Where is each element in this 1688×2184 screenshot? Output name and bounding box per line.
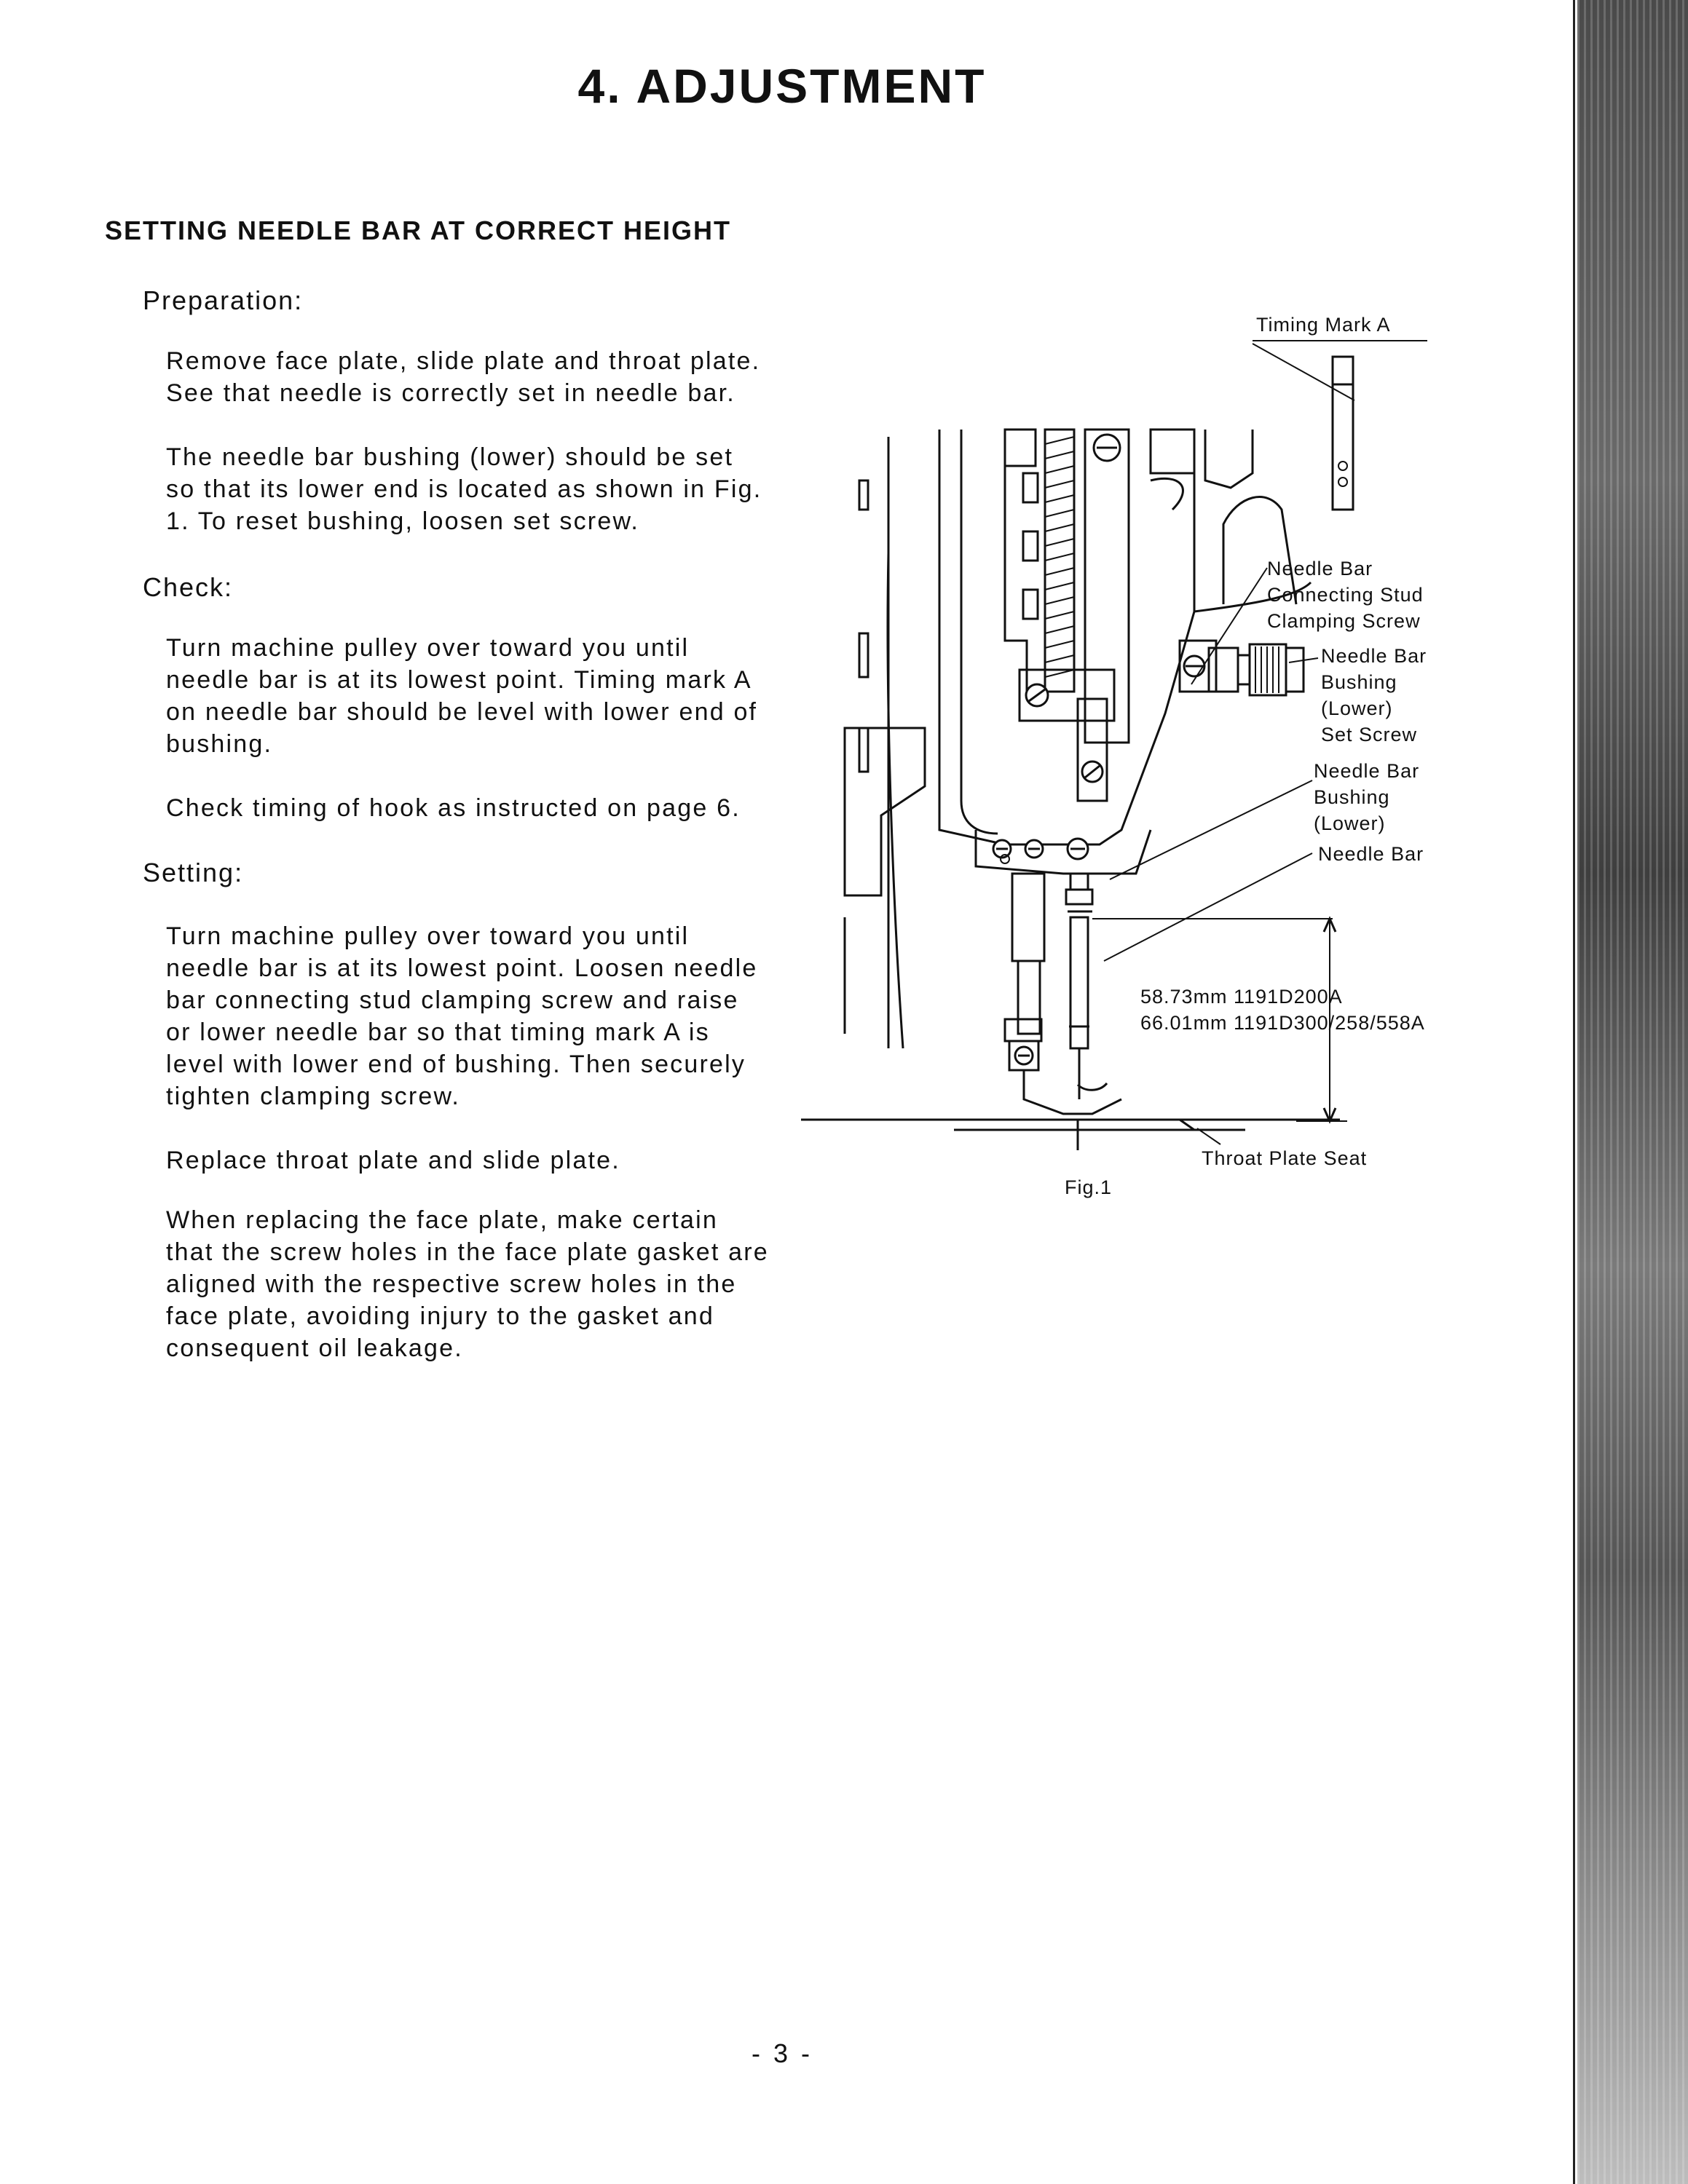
label-timing-mark-a: Timing Mark A [1256, 314, 1391, 336]
label-throat-plate-seat: Throat Plate Seat [1202, 1147, 1368, 1169]
machine-head-drawing [801, 430, 1340, 1150]
check-label: Check: [143, 572, 234, 602]
preparation-paragraph-2: The needle bar bushing (lower) should be set so that its lower end is located as shown in Fig. 1. To reset bushing, loosen set screw. [166, 443, 762, 535]
preparation-paragraph-1: Remove face plate, slide plate and throat plate. See that needle is correctly set in needle bar. [166, 347, 761, 407]
page-title: 4. ADJUSTMENT [577, 59, 987, 113]
timing-mark-inset [1253, 341, 1427, 510]
label-needle-bar: Needle Bar [1318, 843, 1424, 865]
setting-paragraph-1: Turn machine pulley over toward you until needle bar is at its lowest point. Loosen needle bar connecting stud clamping screw and raise or lower needle bar so that timing mark A is level with lower end of bushing. Then securely tighten clamping screw. [166, 922, 758, 1110]
scan-edge-shadow [1577, 0, 1688, 2184]
figure-caption: Fig.1 [1065, 1176, 1113, 1198]
setting-paragraph-3: When replacing the face plate, make certain that the screw holes in the face plate gasket are aligned with the respective screw holes in the face plate, avoiding injury to the gasket and consequent oil leakage. [166, 1206, 769, 1362]
needle-bar-height-figure [786, 291, 1456, 1223]
label-clamping-screw: Needle Bar Connecting Stud Clamping Screw [1267, 558, 1424, 632]
check-paragraph-1: Turn machine pulley over toward you until needle bar is at its lowest point. Timing mark A on needle bar should be level with lower end of bushing. [166, 634, 758, 758]
page-edge-line [1573, 0, 1575, 2184]
setting-label: Setting: [143, 858, 244, 887]
label-bushing-set-screw: Needle Bar Bushing (Lower) Set Screw [1321, 645, 1427, 745]
preparation-label: Preparation: [143, 285, 304, 315]
label-bushing-lower: Needle Bar Bushing (Lower) [1314, 760, 1420, 834]
check-paragraph-2: Check timing of hook as instructed on page 6. [166, 794, 741, 822]
page-number: - 3 - [751, 2038, 813, 2068]
setting-paragraph-2: Replace throat plate and slide plate. [166, 1147, 620, 1174]
section-heading: SETTING NEEDLE BAR AT CORRECT HEIGHT [105, 215, 732, 245]
dimension-label-1: 58.73mm 1191D200A [1140, 986, 1343, 1008]
dimension-label-2: 66.01mm 1191D300/258/558A [1140, 1012, 1425, 1034]
